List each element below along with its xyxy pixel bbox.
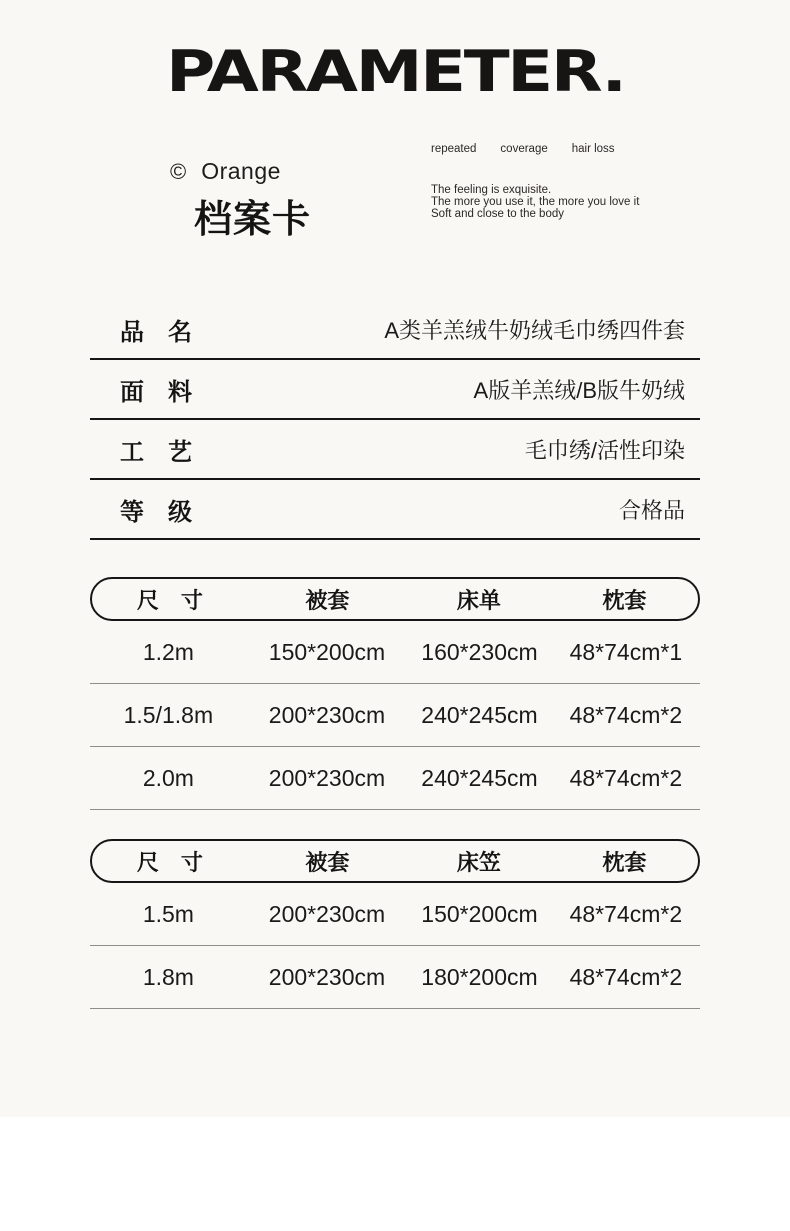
tagline-line: The feeling is exquisite. [431, 184, 552, 196]
size-table-sheet [90, 577, 700, 810]
size-row [90, 946, 700, 1009]
size-cell: 48*74cm*2 [569, 900, 683, 927]
spec-label: 品 名 [120, 318, 192, 346]
tagline-text [431, 185, 639, 221]
header-duvet-cover: 被套 [305, 849, 350, 875]
size-cell: 200*230cm [268, 764, 386, 791]
tagline-line: The more you use it, the more you love it [431, 196, 640, 208]
size-table-header [90, 577, 700, 621]
spec-table [90, 300, 700, 540]
size-cell: 200*230cm [268, 900, 386, 927]
size-cell: 48*74cm*2 [569, 701, 683, 728]
size-cell: 1.2m [142, 638, 194, 665]
feature-label: repeated [431, 143, 477, 155]
size-cell: 150*200cm [421, 900, 538, 927]
brand-line [170, 158, 311, 185]
feature-label: hair loss [571, 143, 615, 155]
size-cell: 180*200cm [421, 963, 538, 990]
size-row [90, 747, 700, 810]
tagline-line: Soft and close to the body [431, 208, 564, 220]
size-cell: 240*245cm [421, 701, 538, 728]
size-table-fitted-sheet [90, 839, 700, 1009]
wordmark-container [0, 0, 790, 105]
header-fitted-sheet: 床笠 [456, 849, 501, 875]
header-pillowcase: 枕套 [602, 587, 647, 613]
header-size: 尺 寸 [136, 849, 203, 875]
spec-label: 工 艺 [120, 438, 192, 466]
feature-label: coverage [500, 143, 548, 155]
size-table-header [90, 839, 700, 883]
size-cell: 240*245cm [421, 764, 538, 791]
tagline-block [431, 143, 639, 221]
spec-row-fabric [90, 360, 700, 420]
size-cell: 1.8m [142, 963, 194, 990]
header-duvet-cover: 被套 [305, 587, 350, 613]
size-cell: 200*230cm [268, 701, 386, 728]
spec-value: A版羊羔绒/B版牛奶绒 [473, 377, 685, 403]
brand-name: Orange [201, 158, 281, 184]
size-cell: 1.5m [142, 900, 194, 927]
size-row [90, 883, 700, 946]
spec-value: 毛巾绣/活性印染 [524, 437, 685, 463]
header-size: 尺 寸 [136, 587, 203, 613]
header-bed-sheet: 床单 [456, 587, 501, 613]
header-pillowcase: 枕套 [602, 849, 647, 875]
size-cell: 2.0m [142, 764, 194, 791]
spec-row-craft [90, 420, 700, 480]
brand-band [170, 143, 790, 243]
spec-value: 合格品 [618, 497, 685, 523]
size-row [90, 621, 700, 684]
size-cell: 48*74cm*2 [569, 764, 683, 791]
brand-block [170, 158, 311, 243]
copyright-icon: © [170, 158, 187, 184]
parameter-wordmark: PARAMETER. [165, 39, 625, 105]
size-cell: 160*230cm [421, 638, 538, 665]
card-title: 档案卡 [194, 199, 312, 241]
feature-labels [431, 143, 639, 155]
size-cell: 48*74cm*1 [569, 638, 683, 665]
size-cell: 48*74cm*2 [569, 963, 683, 990]
size-cell: 150*200cm [268, 638, 386, 665]
spec-value: A类羊羔绒牛奶绒毛巾绣四件套 [384, 317, 685, 343]
spec-row-product-name [90, 300, 700, 360]
spec-label: 面 料 [120, 378, 192, 406]
spec-label: 等 级 [120, 498, 192, 526]
size-row [90, 684, 700, 747]
size-cell: 200*230cm [268, 963, 386, 990]
size-cell: 1.5/1.8m [123, 701, 214, 728]
spec-row-grade [90, 480, 700, 540]
